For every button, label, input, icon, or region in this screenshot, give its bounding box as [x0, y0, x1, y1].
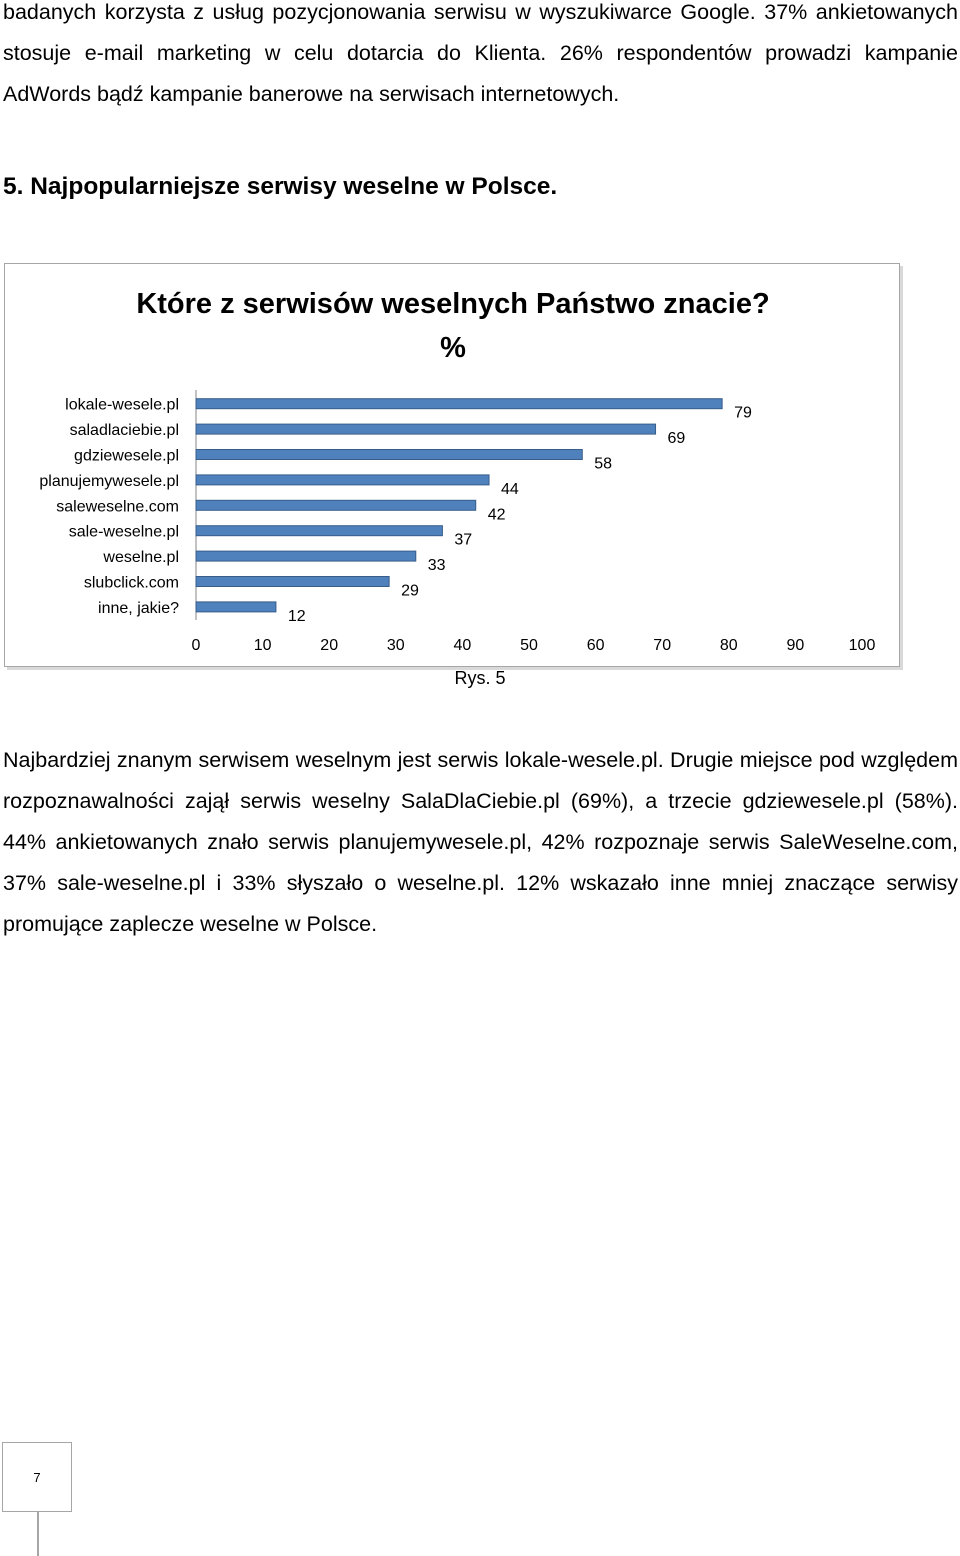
summary-paragraph: Najbardziej znanym serwisem weselnym jest serwis lokale-wesele.pl. Drugie miejsce pod względem rozpoznawalności zajął serwis weselny SalaDlaCiebie.pl (69%), a trzecie gdziewesele.pl (58%). 44% ankietowanych znało serwis planujemywesele.pl, 42% rozpoznaje serwis SaleWeselne.com, 37% sale-weselne.pl i 33% słyszało o weselne.pl. 12% wskazało inne mniej znaczące serwisy promujące zaplecze weselne w Polsce.	[3, 748, 958, 936]
x-tick-label: 40	[453, 637, 472, 654]
data-label: 79	[734, 404, 752, 422]
data-label: 12	[287, 607, 306, 625]
x-tick-label: 80	[719, 637, 738, 654]
x-tick-label: 30	[386, 637, 405, 654]
x-tick-label: 60	[586, 637, 605, 654]
bar	[196, 399, 722, 409]
category-label: inne, jakie?	[98, 599, 179, 617]
x-tick-label: 0	[191, 637, 201, 654]
category-label: slubclick.com	[83, 574, 179, 592]
figure-caption: Rys. 5	[454, 668, 506, 688]
data-label: 33	[427, 557, 446, 575]
bar	[196, 500, 476, 510]
data-label: 44	[501, 480, 519, 498]
category-label: saleweselne.com	[56, 498, 179, 516]
x-tick-label: 20	[320, 637, 339, 654]
bar	[196, 577, 389, 587]
x-tick-label: 50	[520, 637, 538, 654]
x-tick-label: 100	[848, 637, 876, 654]
chart-frame	[4, 263, 900, 667]
data-label: 29	[401, 582, 419, 600]
data-label: 58	[594, 455, 613, 473]
bar	[196, 475, 489, 485]
page-number-stem	[37, 1512, 39, 1556]
category-label: planujemywesele.pl	[39, 472, 179, 490]
category-label: sale-weselne.pl	[68, 523, 179, 541]
category-label: weselne.pl	[103, 549, 179, 567]
bar	[196, 602, 276, 612]
page-number: 7	[33, 1469, 41, 1485]
data-label: 42	[487, 506, 506, 524]
chart-subtitle: %	[440, 332, 466, 364]
data-label: 69	[667, 430, 686, 448]
category-label: saladlaciebie.pl	[69, 422, 179, 440]
bar	[196, 450, 582, 460]
bar	[196, 424, 656, 434]
intro-paragraph: badanych korzysta z usług pozycjonowania serwisu w wyszukiwarce Google. 37% ankietowanych stosuje e-mail marketing w celu dotarcia do Klienta. 26% respondentów prowadzi kampanie AdWords bądź kampanie banerowe na serwisach internetowych.	[3, 0, 958, 106]
category-label: lokale-wesele.pl	[65, 396, 179, 414]
x-tick-label: 70	[653, 637, 672, 654]
page-number-box	[2, 1442, 72, 1512]
bar	[196, 526, 442, 536]
chart-title: Które z serwisów weselnych Państwo znacie?	[136, 288, 770, 320]
bar	[196, 551, 416, 561]
section-heading: 5. Najpopularniejsze serwisy weselne w Polsce.	[3, 173, 558, 200]
category-label: gdziewesele.pl	[74, 447, 179, 465]
bar-chart	[5, 264, 898, 665]
data-label: 37	[454, 531, 473, 549]
x-tick-label: 10	[253, 637, 272, 654]
x-tick-label: 90	[786, 637, 805, 654]
